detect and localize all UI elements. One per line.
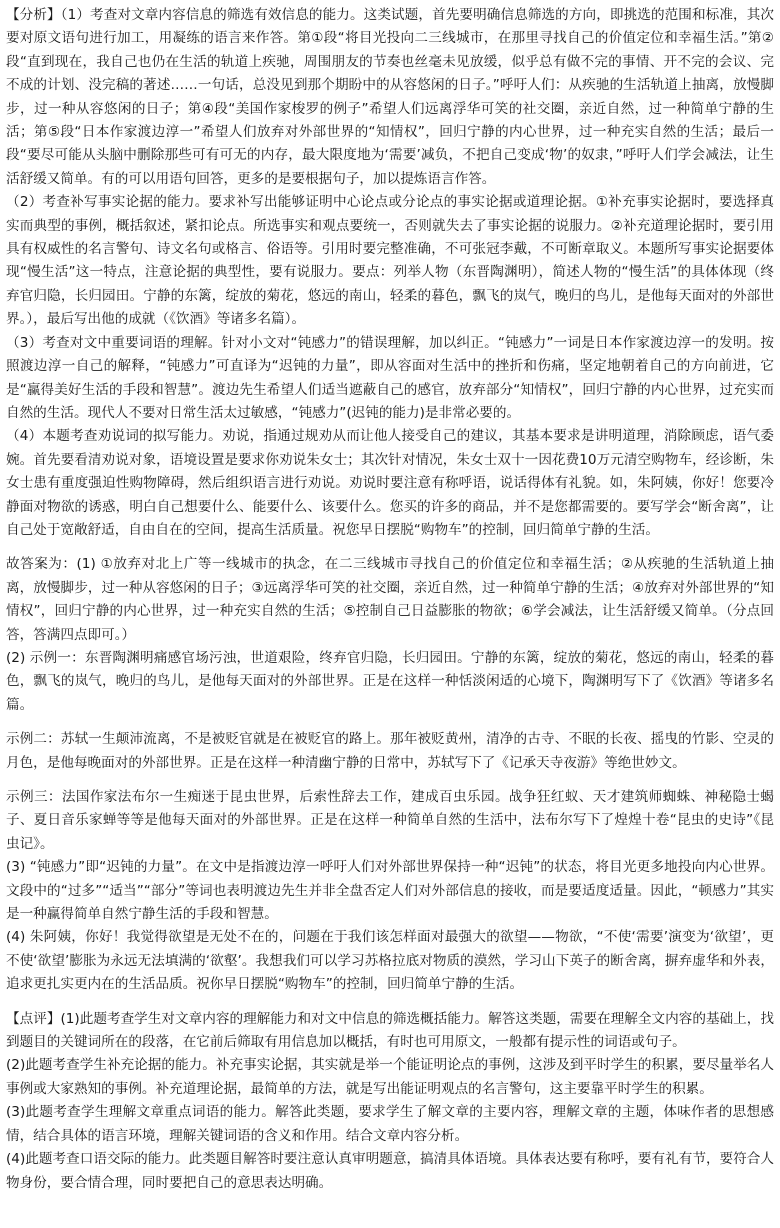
comment-part-1: 【点评】(1)此题考查学生对文章内容的理解能力和对文中信息的筛选概括能力。解答这类题，需要在理解全文内容的基础上，找到题目的关键词所在的段落，在它前后筛取有用信息加以概括，有时也可用原文，一般都有提示性的词语或句子。	[6, 1010, 774, 1051]
answer-part-4: (4) 朱阿姨，你好！我觉得欲望是无处不在的，问题在于我们该怎样面对最强大的欲望——物欲，“不使‘需要’演变为‘欲望’，更不使‘欲望’膨胀为永远无法填满的‘欲壑’。我想我们可以学习苏格拉底对物质的漠然，学习山下英子的断舍离，摒弃虚华和外表，追求更扎实更内在的生活品质。祝你早日摆脱“购物车”的控制，回归简单宁静的生活。	[6, 929, 774, 993]
answer-example-1: (2) 示例一：东晋陶渊明痛感官场污浊，世道艰险，终弃官归隐，长归园田。宁静的东篱，绽放的菊花，悠远的南山，轻柔的暮色，飘飞的岚气，晚归的鸟儿，是他每天面对的外部世界。正是在这样一种恬淡闲适的心境下，陶渊明写下了《饮酒》等诸多名篇。	[6, 649, 774, 713]
comment-part-4: (4)此题考查口语交际的能力。此类题目解答时要注意认真审明题意，搞清具体语境。具体表达要有称呼，要有礼有节，要符合人物身份，要合情合理，同时要把自己的意思表达明确。	[6, 1151, 774, 1191]
analysis-part-4: （4）本题考查劝说词的拟写能力。劝说，指通过规劝从而让他人接受自己的建议，其基本要求是讲明道理，消除顾虑，语气委婉。首先要看清劝说对象，语境设置是要求你劝说朱女士；其次针对情况，朱女士双十一因花费10万元清空购物车，经诊断，朱女士患有重度强迫性购物障碍，然后组织语言进行劝说。劝说时要注意有称呼语，说话得体有礼貌。如，朱阿姨，你好！您要冷静面对物欲的诱惑，明白自己想要什么、能要什么、该要什么。您买的许多的商品，并不是您都需要的。要写学会“断舍离”，让自己处于宽敞舒适，自由自在的空间，提高生活质量。祝您早日摆脱“购物车”的控制，回归简单宁静的生活。	[6, 428, 774, 538]
comment-part-3: (3)此题考查学生理解文章重点词语的能力。解答此类题，要求学生了解文章的主要内容，理解文章的主题，体味作者的思想感情，结合具体的语言环境，理解关键词语的含义和作用。结合文章内容分析。	[6, 1104, 774, 1144]
answer-part-1: 故答案为：(1) ①放弃对北上广等一线城市的执念，在二三线城市寻找自己的价值定位和幸福生活；②从疾驰的生活轨道上抽离，放慢脚步，过一种从容悠闲的日子；③远离浮华可笑的社交圈，亲近自然，过一种简单宁静的生活；④放弃对外部世界的“知情权”，回归宁静的内心世界，过一种充实自然的生活；⑤控制自己日益膨胀的物欲；⑥学会减法，让生活舒缓又简单。（分点回答，答满四点即可。）	[6, 556, 774, 643]
comment-section	[6, 1008, 774, 1195]
comment-part-2: (2)此题考查学生补充论据的能力。补充事实论据，其实就是举一个能证明论点的事例，这涉及到平时学生的积累，要尽量举名人事例或大家熟知的事例。补充道理论据，最简单的方法，就是写出能证明观点的名言警句，这主要靠平时学生的积累。	[6, 1057, 774, 1097]
analysis-part-1: 【分析】（1）考查对文章内容信息的筛选有效信息的能力。这类试题，首先要明确信息筛选的方向，即挑选的范围和标准，其次要对原文语句进行加工，用凝练的语言来作答。第①段“将目光投向二三线城市，在那里寻找自己的价值定位和幸福生活。”第②段“直到现在，我自己也仍在生活的轨道上疾驰，周围朋友的节奏也丝毫未见放缓，似乎总有做不完的事情、开不完的会议、完不成的计划、没完稿的著述……一句话，总没见到那个期盼中的从容悠闲的日子。”呼吁人们：从疾驰的生活轨道上抽离，放慢脚步，过一种从容悠闲的日子；第④段“美国作家梭罗的例子”希望人们远离浮华可笑的社交圈，亲近自然，过一种简单宁静的生活；第⑤段“日本作家渡边淳一”希望人们放弃对外部世界的“知情权”，回归宁静的内心世界，过一种充实自然的生活；最后一段“要尽可能从头脑中删除那些可有可无的内存，最大限度地为‘需要’减负，不把自己变成‘物’的奴隶，”呼吁人们学会减法，让生活舒缓又简单。有的可以用语句回答，更多的是要根据句子，加以提炼语言作答。	[6, 7, 774, 187]
answer-example-3: 示例三：法国作家法布尔一生痴迷于昆虫世界，后索性辞去工作，建成百虫乐园。战争狂红蚁、天才建筑师蜘蛛、神秘隐士蝎子、夏日音乐家蝉等等是他每天面对的外部世界。正是在这样一种简单自然的生活中，法布尔写下了煌煌十卷“昆虫的史诗”《昆虫记》。	[6, 789, 774, 852]
answer-part-3: (3) “钝感力”即“迟钝的力量”。在文中是指渡边淳一呼吁人们对外部世界保持一种“迟钝”的状态，将目光更多地投向内心世界。文段中的“过多”“适当”“部分”等词也表明渡边先生并非全盘否定人们对外部信息的接收，而是要适度适量。因此，“顿感力”其实是一种赢得简单自然宁静生活的手段和智慧。	[6, 859, 774, 923]
analysis-section	[6, 4, 774, 542]
analysis-part-3: （3）考查对文中重要词语的理解。针对小文对“钝感力”的错误理解，加以纠正。“钝感力”一词是日本作家渡边淳一的发明。按照渡边淳一自己的解释，“钝感力”可直译为“迟钝的力量”，即从容面对生活中的挫折和伤痛，坚定地朝着自己的方向前进，它是“赢得美好生活的手段和智慧”。渡边先生希望人们适当遮蔽自己的感官，放弃部分“知情权”，回归宁静的内心世界，过充实而自然的生活。现代人不要对日常生活太过敏感，“钝感力”(迟钝的能力)是非常必要的。	[6, 334, 774, 421]
analysis-part-2: （2）考查补写事实论据的能力。要求补写出能够证明中心论点或分论点的事实论据或道理论据。①补充事实论据时，要选择真实而典型的事例，概括叙述，紧扣论点。所选事实和观点要统一，否则就失去了事实论据的说服力。②补充道理论据时，要引用具有权威性的名言警句、诗文名句或格言、俗语等。引用时要完整准确，不可张冠李戴，不可断章取义。本题所写事实论据要体现“慢生活”这一特点，注意论据的典型性，要有说服力。要点：列举人物（东晋陶渊明），简述人物的“慢生活”的具体体现（终弃官归隐，长归园田。宁静的东篱，绽放的菊花，悠远的南山，轻柔的暮色，飘飞的岚气，晚归的鸟儿，是他每天面对的外部世界。），最后写出他的成就（《饮酒》等诸多名篇）。	[6, 194, 774, 328]
answer-section	[6, 553, 774, 996]
answer-example-2: 示例二：苏轼一生颠沛流离，不是被贬官就是在被贬官的路上。那年被贬黄州，清净的古寺、不眠的长夜、摇曳的竹影、空灵的月色，是他每晚面对的外部世界。正是在这样一种清幽宁静的日常中，苏轼写下了《记承天寺夜游》等绝世妙文。	[6, 731, 774, 771]
